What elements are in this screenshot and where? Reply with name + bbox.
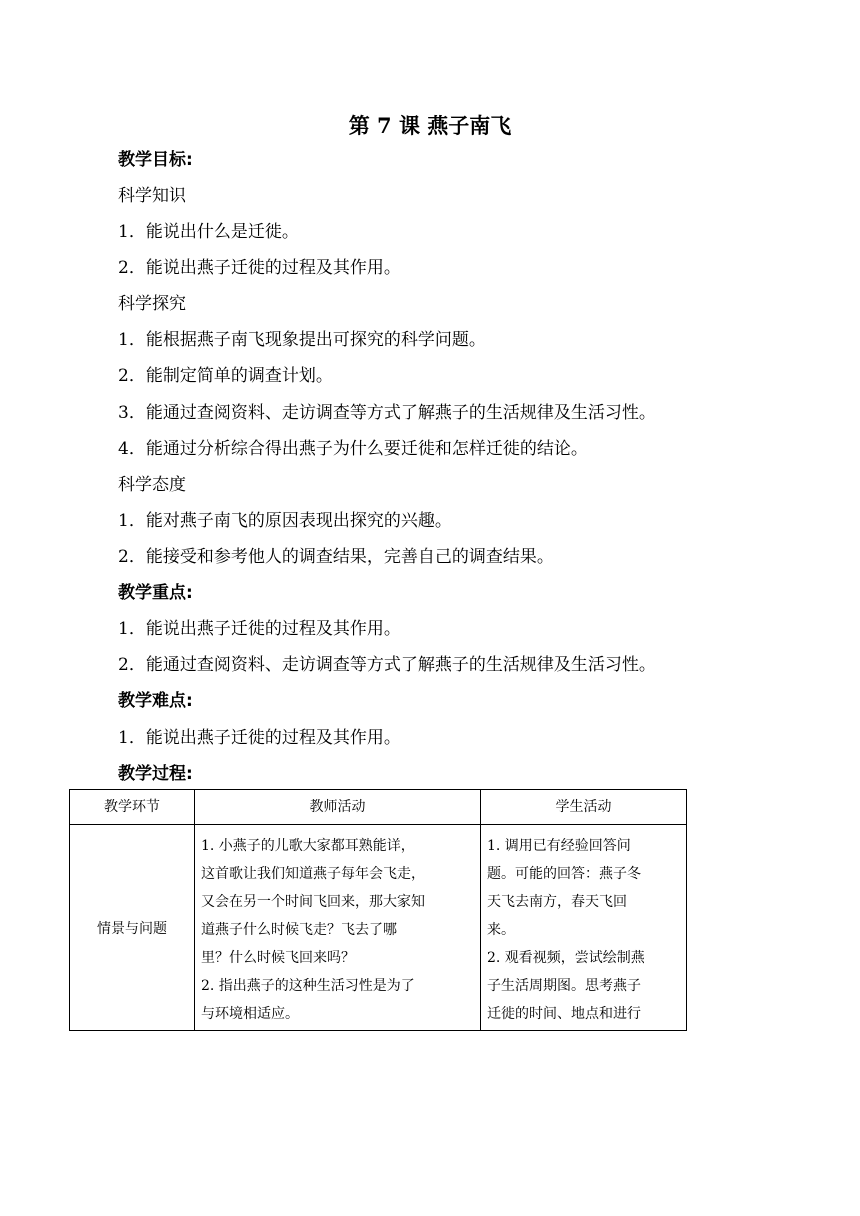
teacher-line: 道燕子什么时候飞走？飞去了哪 [201,922,397,938]
teacher-line: 又会在另一个时间飞回来，那大家知 [201,894,425,910]
inquiry-item: 3．能通过查阅资料、走访调查等方式了解燕子的生活规律及生活习性。 [118,403,656,423]
student-line: 1. 调用已有经验回答问 [487,838,631,854]
teacher-line: 与环境相适应。 [201,1006,299,1022]
teacher-activity-cell [195,825,481,1031]
student-line: 迁徙的时间、地点和进行 [487,1006,641,1022]
difficulties-heading: 教学难点: [118,691,193,711]
inquiry-item: 1．能根据燕子南飞现象提出可探究的科学问题。 [118,330,486,350]
process-table [69,789,687,1031]
difficulty-item: 1．能说出燕子迁徙的过程及其作用。 [118,728,401,748]
key-point-item: 2．能通过查阅资料、走访调查等方式了解燕子的生活规律及生活习性。 [118,655,656,675]
attitude-item: 2．能接受和参考他人的调查结果，完善自己的调查结果。 [118,547,554,567]
inquiry-item: 2．能制定简单的调查计划。 [118,366,333,386]
header-student-activity: 学生活动 [481,790,687,825]
key-point-item: 1．能说出燕子迁徙的过程及其作用。 [118,619,401,639]
inquiry-label: 科学探究 [118,294,186,314]
process-heading: 教学过程: [118,764,193,784]
objectives-heading: 教学目标: [118,150,193,170]
teacher-line: 里？什么时候飞回来吗？ [201,950,355,966]
header-teacher-activity: 教师活动 [195,790,481,825]
page-title: 第 7 课 燕子南飞 [348,113,512,138]
inquiry-item: 4．能通过分析综合得出燕子为什么要迁徙和怎样迁徙的结论。 [118,439,588,459]
knowledge-item: 2．能说出燕子迁徙的过程及其作用。 [118,258,401,278]
table-header-row [70,790,687,825]
teacher-line: 2. 指出燕子的这种生活习性是为了 [201,978,415,994]
knowledge-item: 1．能说出什么是迁徙。 [118,222,299,242]
stage-cell: 情景与问题 [70,825,195,1031]
header-stage: 教学环节 [70,790,195,825]
attitude-item: 1．能对燕子南飞的原因表现出探究的兴趣。 [118,511,452,531]
student-line: 天飞去南方，春天飞回 [487,894,627,910]
knowledge-label: 科学知识 [118,186,186,206]
key-points-heading: 教学重点: [118,583,193,603]
student-line: 2. 观看视频，尝试绘制燕 [487,950,645,966]
student-line: 来。 [487,922,515,938]
student-line: 子生活周期图。思考燕子 [487,978,641,994]
student-line: 题。可能的回答：燕子冬 [487,866,641,882]
teacher-line: 这首歌让我们知道燕子每年会飞走， [201,866,425,882]
attitude-label: 科学态度 [118,475,186,495]
table-row [70,825,687,1031]
student-activity-cell [481,825,687,1031]
teacher-line: 1. 小燕子的儿歌大家都耳熟能详， [201,838,415,854]
